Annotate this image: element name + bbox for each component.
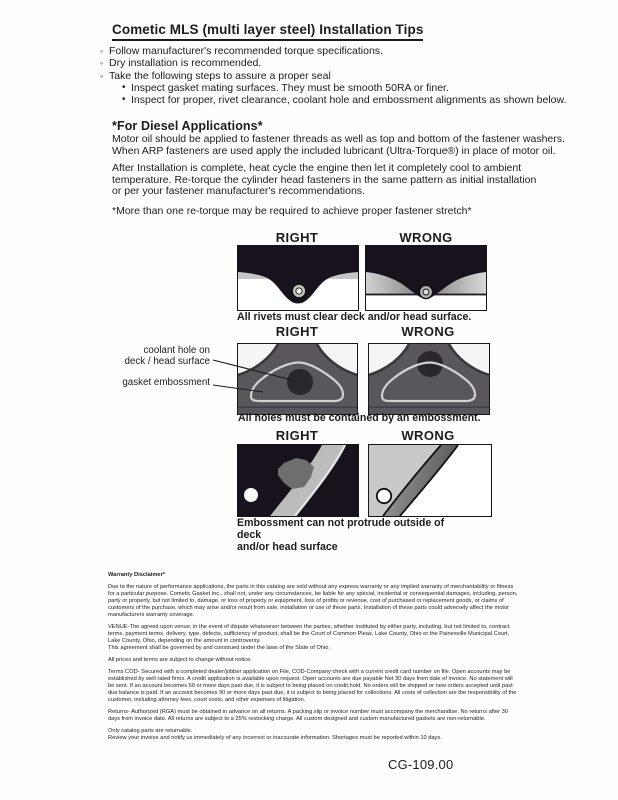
right-label-2: RIGHT — [275, 324, 319, 339]
right-label-3: RIGHT — [275, 428, 319, 443]
embossment-right-diagram — [237, 343, 358, 415]
coolant-hole-callout: coolant hole on deck / head surface — [124, 345, 210, 367]
warranty-disclaimer — [108, 572, 520, 747]
bullet-text: Inspect gasket mating surfaces. They must be smooth 50RA or finer. — [131, 81, 449, 94]
diesel-paragraph-1: Motor oil should be applied to fastener threads as well as top and bottom of the fastener washers. When ARP fasteners are used apply the included lubricant (Ultra-Torque®) in place of motor oil. — [112, 133, 565, 157]
protrusion-right-diagram — [237, 444, 359, 517]
right-label-1: RIGHT — [275, 230, 319, 245]
warranty-heading: Warranty Disclaimer* — [108, 572, 166, 578]
page-title: Cometic MLS (multi layer steel) Installation Tips — [112, 22, 423, 41]
bullet-text: Dry installation is recommended. — [109, 57, 262, 70]
warranty-paragraph: VENUE-The agreed upon venue, in the event of dispute whatsoever between the parties, whether instituted by either party, including, but not limited to, contract terms, payment terms, delivery, type, defects, sufficiency of product, shall be the Court of Common Pleas, Lake County, Ohio or the Painesville Municipal Court, Lake County, Ohio, depending on the amount in controversy. — [108, 624, 510, 644]
diesel-heading: *For Diesel Applications* — [112, 119, 263, 133]
bullet-text: Follow manufacturer's recommended torque specifications. — [109, 45, 383, 57]
open-bullet-icon: ◦ — [100, 46, 104, 56]
embossment-callout: gasket embossment — [122, 377, 210, 388]
warranty-paragraph: This agreement shall be governed by and construed under the laws of the State of Ohio. — [108, 645, 330, 651]
list-item — [100, 57, 566, 69]
list-item — [122, 94, 566, 106]
warranty-paragraph: Only catalog parts are returnable. — [108, 728, 193, 734]
catalog-page-code: CG-109.00 — [388, 757, 454, 772]
tips-bullet-list — [100, 45, 566, 106]
wrong-label-2: WRONG — [401, 324, 455, 339]
warranty-paragraph: Due to the nature of performance applications, the parts in this catalog are sold without any express warranty or any implied warranty of merchantability or fitness for a particular purpose. Cometic Gasket Inc., shall not, under any circumstances, be liable for any special, incidental or consequential damages, including, person, party or property, but not limited to, damage, or loss of property or equipment, loss of profits or revenue, cost of purchased or replacement goods, or claims of customers of the purchase, which may arise and/or result from sale, installation or use of these parts. Installation of these parts could adversely affect the motor manufacturers warranty coverage. — [108, 584, 518, 618]
list-item — [100, 45, 566, 57]
bullet-text: Take the following steps to assure a proper seal — [109, 69, 331, 82]
bolt-hole — [244, 488, 258, 502]
filled-bullet-icon: • — [122, 94, 126, 106]
protrusion-wrong-diagram — [368, 444, 492, 517]
embossment-wrong-diagram — [368, 343, 490, 415]
warranty-paragraph: All prices and terms are subject to change without notice. — [108, 657, 252, 663]
list-item — [100, 70, 566, 82]
bolt-hole — [377, 489, 391, 503]
warranty-paragraph: Terms COD- Secured with a completed dealer/jobber application on File, COD-Company check with a current credit card number on file. Open accounts may be established by well rated firms. A credit application is available upon request. Open accounts are due payable Net 30 days from date of invoice. No statement will be sent. If an account becomes 60 or more days past due, it is subject to being placed on credit hold. No orders will be shipped or new orders accepted until past due balance is paid. If an account becomes 90 or more days past due, it is subject to being placed for collections. All costs of collection are the responsibility of the customer, including attorney fees, court costs, and other expenses of litigation. — [108, 669, 517, 703]
open-bullet-icon: ◦ — [100, 70, 104, 81]
warranty-paragraph: Returns- Authorized (RGA) must be obtained in advance on all returns. A packing slip or invoice number must accompany the merchandise. No returns after 30 days from invoice date. All returns are subject to a 25% restocking charge. All custom designed and custom manufactured gaskets are non-returnable. — [108, 709, 508, 722]
bullet-text: Inspect for proper, rivet clearance, coolant hole and embossment alignments as shown below. — [131, 94, 567, 107]
wrong-label-1: WRONG — [399, 230, 453, 245]
coolant-hole — [287, 369, 313, 395]
rivet-wrong-diagram — [365, 245, 487, 311]
retorque-note: *More than one re-torque may be required to achieve proper fastener stretch* — [112, 205, 472, 217]
filled-bullet-icon: • — [122, 81, 126, 93]
diesel-paragraph-2: After Installation is complete, heat cycle the engine then let it completely cool to ambient temperature. Re-torque the cylinder head fasteners in the same pattern as initial installation or per your fastener manufacturer's recommendations. — [112, 162, 537, 198]
wrong-label-3: WRONG — [401, 428, 455, 443]
warranty-paragraph: Review your invoice and notify us immediately of any incorrect or inaccurate information. Shortages must be reported within 10 days. — [108, 735, 442, 741]
list-item — [122, 82, 566, 94]
holes-caption: All holes must be contained by an embossment. — [238, 412, 481, 424]
rivet-caption: All rivets must clear deck and/or head surface. — [237, 311, 472, 323]
protrusion-caption: Embossment can not protrude outside of deck and/or head surface — [237, 517, 445, 553]
open-bullet-icon: ◦ — [100, 58, 104, 69]
rivet-right-diagram — [237, 245, 359, 311]
